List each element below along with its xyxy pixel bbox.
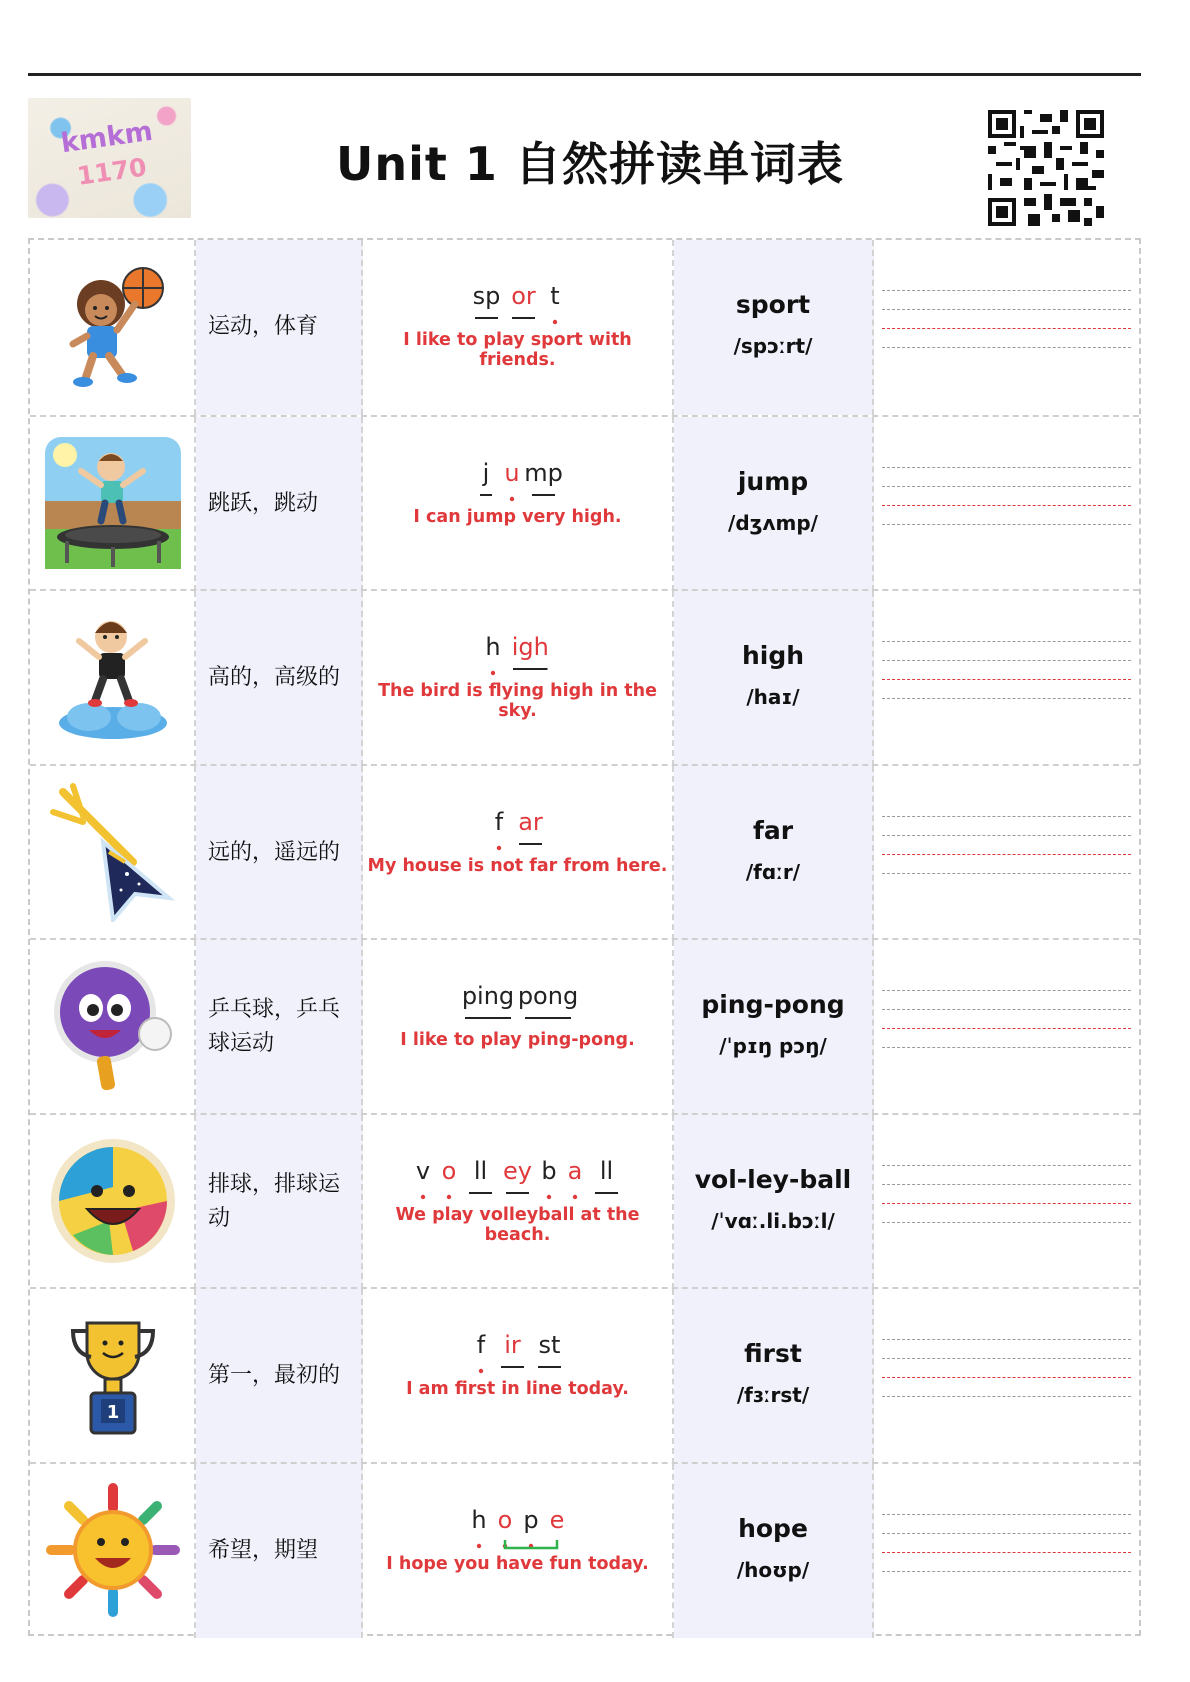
phonics-segment: ll (599, 1156, 614, 1185)
phonics-svg (465, 274, 571, 332)
baseline-red-line (882, 1377, 1131, 1378)
phonics-svg (465, 1323, 571, 1381)
basketball-boy-icon (43, 256, 183, 396)
table-row (30, 764, 1139, 941)
guide-line (882, 290, 1131, 291)
guide-line (882, 1184, 1131, 1185)
word-cell (674, 417, 874, 592)
phonics-segment: sp (472, 282, 500, 310)
phonics-segment: ll (473, 1156, 488, 1185)
phonics-svg (477, 625, 558, 683)
phonics-segment: igh (511, 633, 549, 661)
english-word: ping-pong (701, 990, 845, 1019)
phonics-dot (552, 320, 556, 324)
picture-cell (30, 766, 196, 941)
example-sentence: My house is not far from here. (367, 855, 668, 876)
table-row (30, 1113, 1139, 1290)
chinese-meaning-text: 远的，遥远的 (208, 839, 341, 865)
guide-line (882, 698, 1131, 699)
phonics-breakdown (363, 1498, 672, 1556)
phonics-cell (363, 1115, 674, 1290)
chinese-meaning (196, 417, 363, 592)
chinese-meaning-text: 排球，排球运动 (208, 1171, 341, 1231)
phonics-dot (497, 845, 501, 849)
english-word: far (752, 815, 794, 845)
top-rule (28, 73, 1141, 76)
example-sentence: I hope you have fun today. (386, 1553, 649, 1574)
phonics-segment: ping (461, 982, 514, 1010)
baseline-red-line (882, 505, 1131, 506)
word-cell (674, 766, 874, 941)
phonetic-transcription: /fɜːrst/ (736, 1383, 810, 1407)
phonics-segment: j (482, 458, 490, 487)
picture-cell (30, 240, 196, 415)
phonetic-transcription: /ˈvɑː.li.bɔːl/ (711, 1208, 835, 1233)
phonics-svg (407, 1149, 628, 1207)
phonetic-transcription: /haɪ/ (746, 685, 800, 709)
guide-line (882, 835, 1131, 836)
guide-line (882, 1533, 1131, 1534)
arrow-star-icon (43, 782, 183, 922)
chinese-meaning-text: 跳跃，跳动 (208, 490, 319, 516)
phonics-segment: u (504, 458, 520, 487)
table-row (30, 240, 1139, 415)
phonics-segment: o (441, 1156, 457, 1185)
guide-line (882, 467, 1131, 468)
phonics-segment: e (549, 1505, 564, 1534)
english-word: first (744, 1339, 802, 1368)
phonics-dot (547, 1194, 551, 1198)
chinese-meaning (196, 940, 363, 1115)
phonics-breakdown (363, 274, 672, 332)
chinese-meaning (196, 1115, 363, 1290)
example-sentence: We play volleyball at the beach. (395, 1204, 640, 1245)
phonics-cell (363, 417, 674, 592)
writing-practice-lines[interactable] (874, 1289, 1139, 1464)
logo-text-bottom: 1170 (75, 152, 149, 191)
baseline-red-line (882, 1028, 1131, 1029)
table-row (30, 938, 1139, 1115)
phonics-segment: p (522, 1505, 539, 1534)
guide-line (882, 641, 1131, 642)
phonics-segment: f (476, 1331, 485, 1359)
phonetic-transcription: /hoʊp/ (736, 1557, 810, 1582)
example-sentence: I like to play ping-pong. (400, 1030, 635, 1050)
phonetic-transcription: /fɑːr/ (745, 859, 801, 884)
picture-cell (30, 940, 196, 1115)
picture-cell (30, 1115, 196, 1290)
phonics-svg (463, 1498, 573, 1556)
writing-practice-lines[interactable] (874, 591, 1139, 766)
phonics-dot (510, 496, 514, 500)
phonics-dot (421, 1194, 425, 1198)
phonics-segment: ir (503, 1331, 521, 1359)
table-row (30, 415, 1139, 592)
guide-line (882, 816, 1131, 817)
svg-text:1: 1 (106, 1402, 120, 1423)
word-table (28, 238, 1141, 1636)
chinese-meaning (196, 766, 363, 941)
volleyball-smiley-icon (43, 1131, 183, 1271)
baseline-red-line (882, 854, 1131, 855)
phonics-breakdown (363, 1149, 672, 1207)
picture-cell (30, 1464, 196, 1639)
chinese-meaning-text: 第一，最初的 (208, 1363, 341, 1389)
phonics-svg (483, 800, 552, 858)
logo-text-top: kmkm (59, 115, 155, 160)
phonics-segment: or (510, 282, 536, 310)
phonics-svg (470, 451, 565, 509)
phonetic-transcription: /spɔːrt/ (733, 334, 813, 358)
table-row (30, 1287, 1139, 1464)
guide-line (882, 660, 1131, 661)
phonics-segment: o (497, 1505, 512, 1534)
guide-line (882, 1047, 1131, 1048)
phonics-svg (455, 974, 581, 1032)
phonics-cell (363, 1289, 674, 1464)
table-row (30, 1462, 1139, 1639)
phonics-breakdown (363, 625, 672, 683)
phonics-segment: h (470, 1505, 487, 1534)
phonics-cell (363, 766, 674, 941)
phonics-dot (478, 1369, 482, 1373)
word-cell (674, 1289, 874, 1464)
chinese-meaning (196, 240, 363, 415)
phonetic-transcription: /dʒʌmp/ (728, 510, 818, 535)
trophy-icon (43, 1305, 183, 1445)
chinese-meaning-text: 乒乓球，乒乓球运动 (208, 997, 341, 1057)
guide-line (882, 1222, 1131, 1223)
picture-cell (30, 1289, 196, 1464)
chinese-meaning (196, 591, 363, 766)
phonetic-transcription: /ˈpɪŋ pɔŋ/ (719, 1034, 827, 1058)
writing-practice-lines[interactable] (874, 1464, 1139, 1639)
phonics-segment: t (549, 282, 560, 310)
phonics-breakdown (363, 974, 672, 1032)
guide-line (882, 1396, 1131, 1397)
logo (28, 98, 191, 218)
guide-line (882, 1009, 1131, 1010)
chinese-meaning (196, 1289, 363, 1464)
english-word: jump (737, 466, 809, 496)
example-sentence: I can jump very high. (413, 506, 622, 527)
writing-practice-lines[interactable] (874, 766, 1139, 941)
chinese-meaning (196, 1464, 363, 1639)
qr-code-icon (988, 110, 1104, 226)
word-cell (674, 1115, 874, 1290)
writing-practice-lines[interactable] (874, 1115, 1139, 1290)
guide-line (882, 990, 1131, 991)
phonics-segment: b (541, 1156, 557, 1185)
phonics-segment: h (485, 633, 501, 661)
guide-line (882, 1571, 1131, 1572)
phonics-breakdown (363, 800, 672, 858)
example-sentence: I like to play sport with friends. (403, 330, 632, 370)
guide-line (882, 873, 1131, 874)
phonics-cell (363, 1464, 674, 1639)
phonics-segment: st (538, 1331, 560, 1359)
baseline-red-line (882, 679, 1131, 680)
phonics-cell (363, 940, 674, 1115)
phonics-dot (447, 1194, 451, 1198)
phonics-segment: f (494, 807, 504, 836)
phonics-cell (363, 591, 674, 766)
chinese-meaning-text: 希望，期望 (208, 1537, 319, 1563)
guide-line (882, 486, 1131, 487)
trampoline-boy-icon (43, 433, 183, 573)
baseline-red-line (882, 1552, 1131, 1553)
chinese-meaning-text: 运动，体育 (208, 314, 319, 340)
table-row (30, 589, 1139, 766)
phonics-segment: a (567, 1156, 583, 1185)
phonics-segment: v (415, 1156, 431, 1185)
jumping-boy-cloud-icon (43, 607, 183, 747)
guide-line (882, 1358, 1131, 1359)
word-cell (674, 940, 874, 1115)
word-cell (674, 240, 874, 415)
example-sentence: The bird is flying high in the sky. (378, 681, 657, 721)
guide-line (882, 309, 1131, 310)
phonics-breakdown (363, 1323, 672, 1381)
writing-practice-lines[interactable] (874, 940, 1139, 1115)
guide-line (882, 1339, 1131, 1340)
writing-practice-lines[interactable] (874, 240, 1139, 415)
picture-cell (30, 591, 196, 766)
picture-cell (30, 417, 196, 592)
phonics-cell (363, 240, 674, 415)
english-word: sport (735, 290, 811, 319)
guide-line (882, 1165, 1131, 1166)
writing-practice-lines[interactable] (874, 417, 1139, 592)
example-sentence: I am first in line today. (406, 1379, 629, 1399)
phonics-dot (491, 671, 495, 675)
guide-line (882, 347, 1131, 348)
word-cell (674, 591, 874, 766)
baseline-red-line (882, 1203, 1131, 1204)
phonics-segment: ey (503, 1156, 532, 1185)
phonics-segment: pong (517, 982, 578, 1010)
baseline-red-line (882, 328, 1131, 329)
chinese-meaning-text: 高的，高级的 (208, 665, 341, 691)
english-word: high (741, 641, 805, 670)
guide-line (882, 1514, 1131, 1515)
phonics-dot (573, 1194, 577, 1198)
guide-line (882, 524, 1131, 525)
page-title: Unit 1 自然拼读单词表 (336, 137, 844, 191)
phonics-dot (476, 1543, 480, 1547)
phonics-segment: ar (518, 807, 543, 836)
smiling-sun-icon (43, 1480, 183, 1620)
phonics-breakdown (363, 451, 672, 509)
english-word: vol-ley-ball (694, 1164, 852, 1194)
word-cell (674, 1464, 874, 1639)
english-word: hope (738, 1513, 808, 1543)
ping-pong-paddle-icon (43, 956, 183, 1096)
phonics-segment: mp (524, 458, 563, 487)
